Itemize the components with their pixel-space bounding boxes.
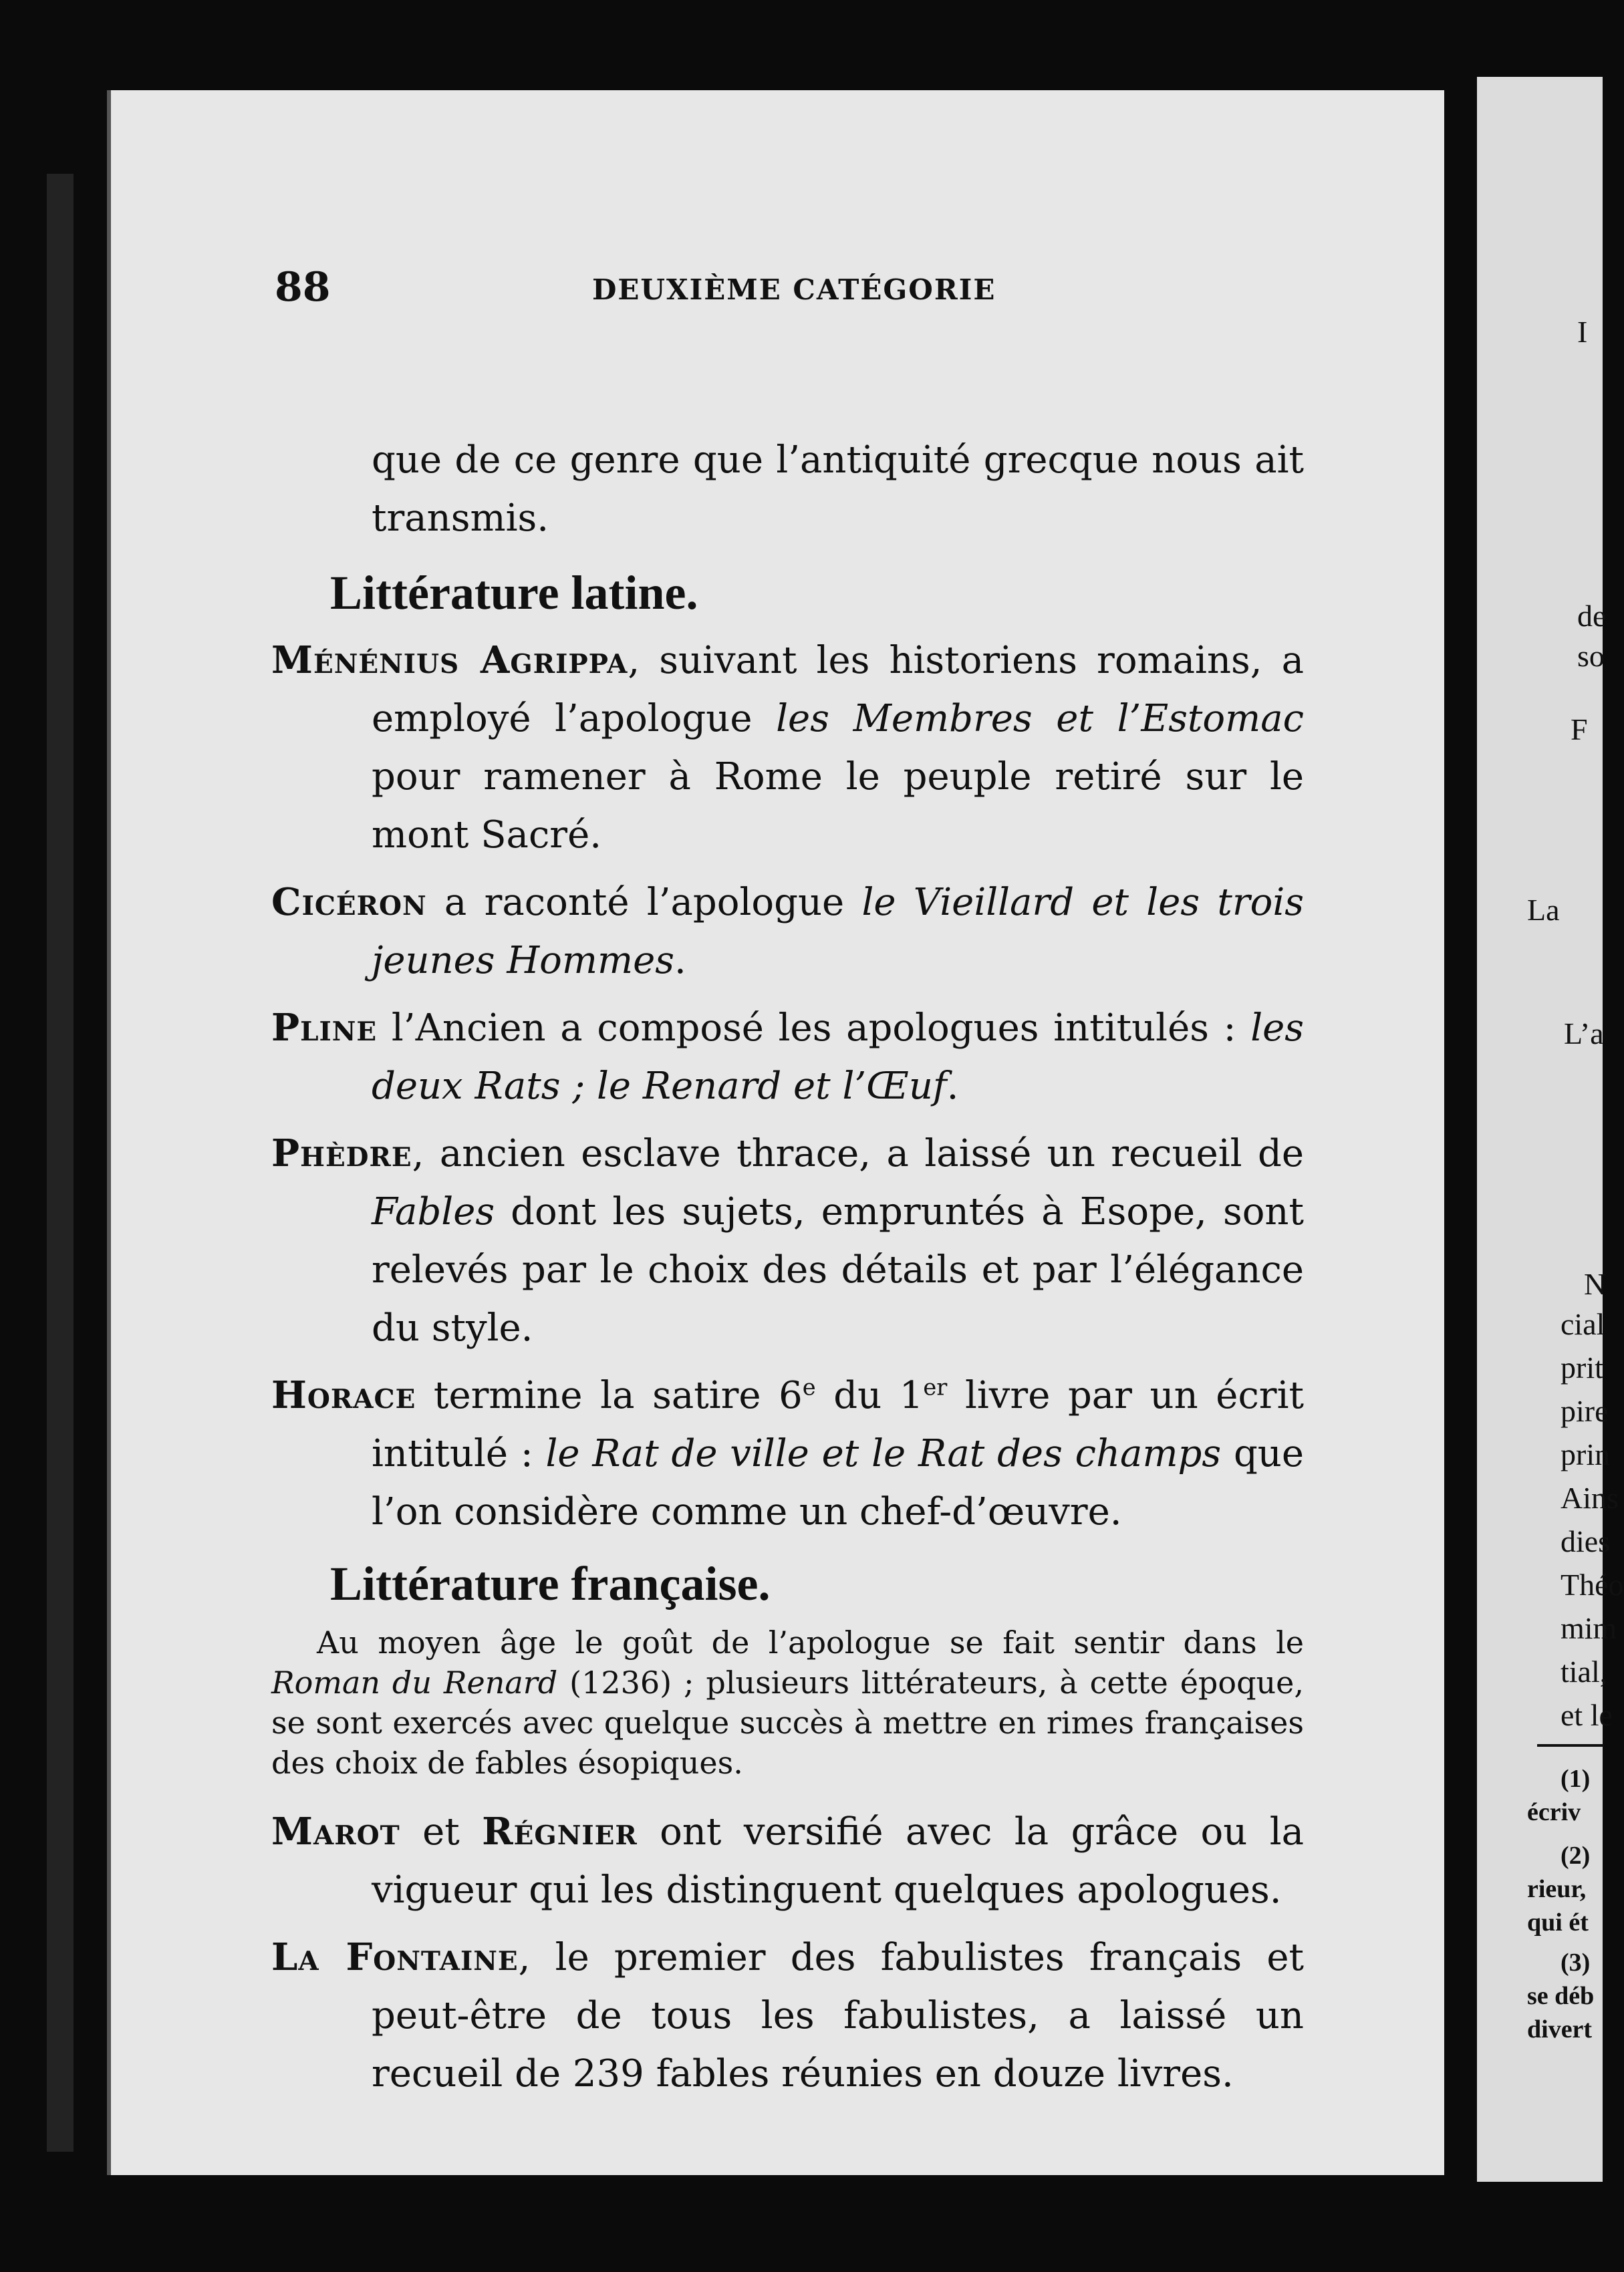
right-fragment: Théo bbox=[1561, 1568, 1624, 1602]
right-fragment: pire bbox=[1561, 1394, 1609, 1428]
right-fragment: (2) bbox=[1561, 1842, 1591, 1870]
intro-paragraph-french bbox=[271, 1622, 1304, 1783]
author-name: Ménénius Agrippa bbox=[271, 638, 628, 682]
section-title-french: Littérature française. bbox=[330, 1557, 771, 1610]
entry-text: que l’on considère comme un chef-d’œuvre. bbox=[372, 1432, 1305, 1534]
work-title: les deux Rats ; le Renard et l’Œuf bbox=[372, 1006, 1304, 1108]
page-body bbox=[271, 431, 1304, 2112]
entry-text: livre par un écrit intitulé : bbox=[372, 1374, 1304, 1475]
section-title-latin: Littérature latine. bbox=[330, 566, 698, 619]
entry-text: a raconté l’apologue bbox=[426, 881, 862, 924]
right-fragment: divert bbox=[1527, 2015, 1593, 2043]
right-fragment: F bbox=[1571, 712, 1588, 746]
entry-la-fontaine bbox=[271, 1929, 1304, 2103]
work-title: le Rat de ville et le Rat des champs bbox=[545, 1432, 1222, 1475]
right-fragment: prit bbox=[1561, 1351, 1603, 1385]
right-fragment: qui ét bbox=[1527, 1908, 1589, 1937]
entry-text: termine la satire 6 bbox=[416, 1374, 803, 1417]
superscript: er bbox=[923, 1374, 948, 1401]
author-name: Horace bbox=[271, 1373, 416, 1417]
entry-pline bbox=[271, 999, 1304, 1115]
entry-text: , ancien esclave thrace, a laissé un recueil de bbox=[412, 1132, 1304, 1175]
right-fragment: (3) bbox=[1561, 1949, 1591, 1977]
right-fragment: I bbox=[1577, 315, 1588, 349]
entry-menenius bbox=[271, 631, 1304, 864]
right-fragment: tial, bbox=[1561, 1655, 1608, 1689]
right-fragment: rieur, bbox=[1527, 1875, 1587, 1903]
entry-text: du 1 bbox=[815, 1374, 924, 1417]
right-fragment: se déb bbox=[1527, 1982, 1595, 2010]
footnote-rule bbox=[1537, 1744, 1604, 1747]
entry-ciceron bbox=[271, 873, 1304, 990]
author-name: Marot bbox=[271, 1810, 400, 1854]
right-page-fragment bbox=[1477, 77, 1624, 2182]
entry-text: ont versifié avec la grâce ou la vigueur qui les distinguent quelques apologues. bbox=[372, 1810, 1304, 1912]
author-name: Cicéron bbox=[271, 880, 427, 924]
right-fragment: L’a bbox=[1564, 1016, 1604, 1050]
entry-text: . bbox=[674, 939, 686, 982]
entry-text: dont les sujets, empruntés à Esope, sont relevés par le choix des détails et par l’élégance du style. bbox=[372, 1190, 1304, 1350]
right-fragment: Ains bbox=[1561, 1481, 1619, 1515]
author-name: Pline bbox=[271, 1006, 378, 1050]
running-head: DEUXIÈME CATÉGORIE bbox=[592, 273, 996, 306]
continuation-paragraph: que de ce genre que l’antiquité grecque nous ait transmis. bbox=[372, 438, 1304, 540]
entry-text: pour ramener à Rome le peuple retiré sur le mont Sacré. bbox=[372, 755, 1304, 857]
right-fragment: de bbox=[1577, 599, 1607, 633]
right-fragment: mim bbox=[1561, 1611, 1617, 1645]
page-header bbox=[111, 264, 1444, 324]
right-fragment: cial bbox=[1561, 1307, 1605, 1341]
book-spine bbox=[47, 174, 74, 2152]
work-title: le Vieillard et les trois jeunes Hommes bbox=[372, 881, 1304, 982]
intro-text: Au moyen âge le goût de l’apologue se fait sentir dans le bbox=[317, 1624, 1304, 1661]
right-fragment: écriv bbox=[1527, 1798, 1581, 1826]
entry-marot-regnier bbox=[271, 1803, 1304, 1919]
entry-text: , le premier des fabulistes français et peut-être de tous les fabulistes, a laissé un recueil de 239 fables réunies en douze livres. bbox=[372, 1936, 1304, 2096]
entry-text: , suivant les historiens romains, a employé l’apologue bbox=[372, 639, 1304, 740]
left-page bbox=[107, 90, 1444, 2175]
entry-text: et bbox=[400, 1810, 483, 1854]
author-name: Phèdre bbox=[271, 1131, 412, 1175]
right-fragment: dies bbox=[1561, 1524, 1611, 1558]
right-fragment: so bbox=[1577, 639, 1605, 673]
entry-horace bbox=[271, 1367, 1304, 1541]
author-name: La Fontaine bbox=[271, 1935, 519, 1979]
work-title: Roman du Renard bbox=[271, 1665, 558, 1701]
intro-text: (1236) ; plusieurs littérateurs, à cette époque, se sont exercés avec quelque succès à mettre en rimes françaises des choix de fables ésopiques. bbox=[271, 1665, 1304, 1781]
work-title: Fables bbox=[372, 1190, 495, 1234]
right-fragment: et le bbox=[1561, 1698, 1613, 1732]
page-number: 88 bbox=[275, 264, 331, 311]
right-fragment: prin bbox=[1561, 1437, 1611, 1471]
right-fragment: N bbox=[1584, 1267, 1607, 1301]
superscript: e bbox=[802, 1374, 816, 1401]
right-fragment: (1) bbox=[1561, 1765, 1591, 1793]
right-fragment: La bbox=[1527, 893, 1560, 927]
entry-phedre bbox=[271, 1125, 1304, 1357]
entry-text: . bbox=[946, 1064, 959, 1108]
work-title: les Membres et l’Estomac bbox=[776, 697, 1305, 740]
entry-text: l’Ancien a composé les apologues intitulés : bbox=[377, 1006, 1251, 1050]
author-name: Régnier bbox=[482, 1810, 638, 1854]
